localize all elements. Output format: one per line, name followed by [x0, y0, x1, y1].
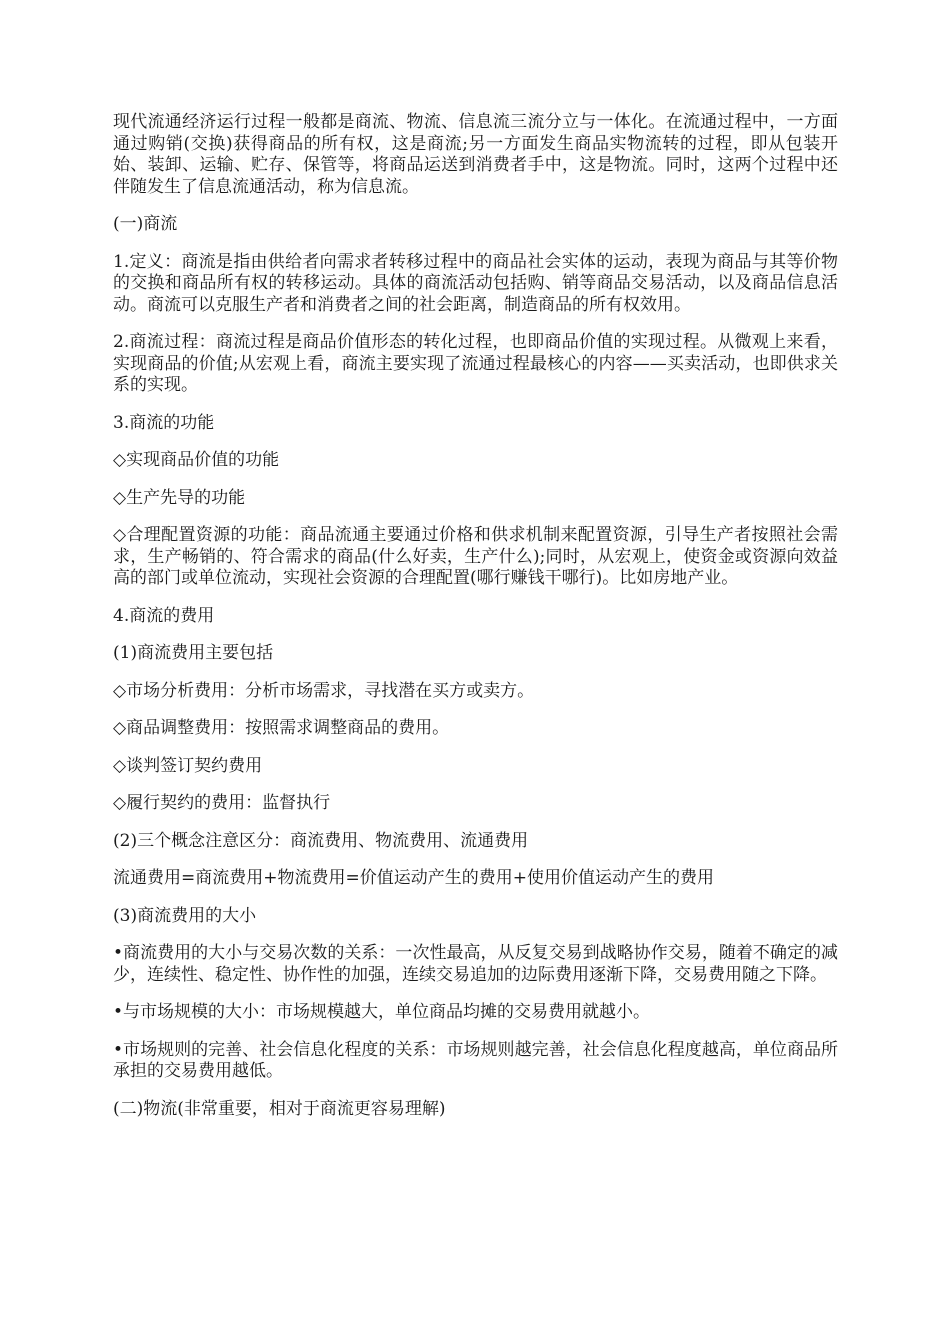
intro-paragraph: 现代流通经济运行过程一般都是商流、物流、信息流三流分立与一体化。在流通过程中，一方面通过购销(交换)获得商品的所有权，这是商流;另一方面发生商品实物流转的过程，即从包装开始、装卸、运输、贮存、保管等，将商品运送到消费者手中，这是物流。同时，这两个过程中还伴随发生了信息流通活动，称为信息流。 — [113, 112, 838, 197]
function-item-resources: ◇合理配置资源的功能：商品流通主要通过价格和供求机制来配置资源，引导生产者按照社会需求，生产畅销的、符合需求的商品(什么好卖，生产什么);同时，从宏观上，使资金或资源向效益高的部门或单位流动，实现社会资源的合理配置(哪行赚钱干哪行)。比如房地产业。 — [113, 525, 838, 588]
definition-paragraph: 1.定义：商流是指由供给者向需求者转移过程中的商品社会实体的运动，表现为商品与其等价物的交换和商品所有权的转移运动。具体的商流活动包括购、销等商品交易活动，以及商品信息活动。商流可以克服生产者和消费者之间的社会距离，制造商品的所有权效用。 — [113, 251, 838, 315]
cost-item-negotiation: ◇谈判签订契约费用 — [113, 755, 263, 776]
cost-formula: 流通费用=商流费用+物流费用=价值运动产生的费用+使用价值运动产生的费用 — [113, 868, 714, 888]
costs-subheading-3: (3)商流费用的大小 — [113, 905, 257, 926]
cost-item-fulfillment: ◇履行契约的费用：监督执行 — [113, 793, 331, 813]
functions-heading: 3.商流的功能 — [113, 412, 215, 433]
section-heading-logistics: (二)物流(非常重要，相对于商流更容易理解) — [113, 1098, 446, 1119]
costs-subheading-1: (1)商流费用主要包括 — [113, 643, 274, 663]
section-heading-commerce-flow: (一)商流 — [113, 214, 178, 234]
cost-size-item-market-rules: •市场规则的完善、社会信息化程度的关系：市场规则越完善，社会信息化程度越高，单位商品所承担的交易费用越低。 — [113, 1039, 838, 1081]
process-paragraph: 2.商流过程：商流过程是商品价值形态的转化过程，也即商品价值的实现过程。从微观上来看，实现商品的价值;从宏观上看，商流主要实现了流通过程最核心的内容——买卖活动，也即供求关系的实现。 — [113, 332, 838, 395]
cost-size-item-market-scale: •与市场规模的大小：市场规模越大，单位商品均摊的交易费用就越小。 — [113, 1002, 651, 1022]
costs-heading: 4.商流的费用 — [113, 605, 215, 626]
cost-item-adjustment: ◇商品调整费用：按照需求调整商品的费用。 — [113, 718, 450, 738]
cost-size-item-transactions: •商流费用的大小与交易次数的关系：一次性最高，从反复交易到战略协作交易，随着不确定的减少，连续性、稳定性、协作性的加强，连续交易追加的边际费用逐渐下降，交易费用随之下降。 — [113, 943, 838, 985]
cost-item-market-analysis: ◇市场分析费用：分析市场需求，寻找潜在买方或卖方。 — [113, 680, 535, 701]
function-item-production: ◇生产先导的功能 — [113, 487, 246, 508]
document-body — [113, 112, 838, 1136]
function-item-value: ◇实现商品价值的功能 — [113, 450, 280, 470]
costs-subheading-2: (2)三个概念注意区分：商流费用、物流费用、流通费用 — [113, 830, 529, 851]
